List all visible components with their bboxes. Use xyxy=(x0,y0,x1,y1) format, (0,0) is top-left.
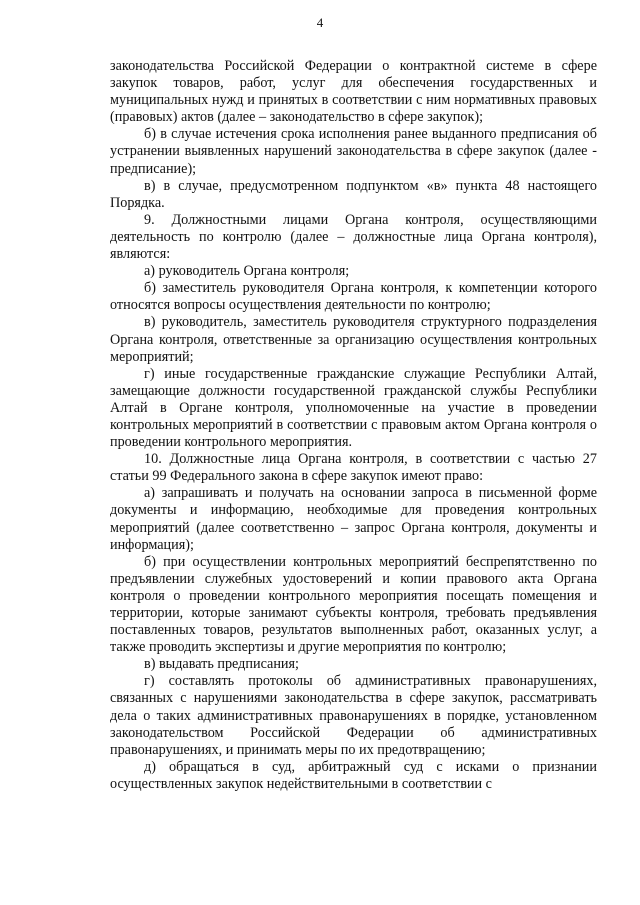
paragraph: д) обращаться в суд, арбитражный суд с исками о признании осуществленных закупок недействительными в соответствии с xyxy=(110,758,597,792)
document-body xyxy=(110,58,597,793)
paragraph: 10. Должностные лица Органа контроля, в соответствии с частью 27 статьи 99 Федерального закона в сфере закупок имеют право: xyxy=(110,451,597,485)
paragraph: а) запрашивать и получать на основании запроса в письменной форме документы и информацию, необходимые для проведения контрольных мероприятий (далее соответственно – запрос Органа контроля, документы и информация); xyxy=(110,485,597,553)
paragraph: г) составлять протоколы об административных правонарушениях, связанных с нарушениями законодательства в сфере закупок, рассматривать дела о таких административных правонарушениях в порядке, установленном законодательством Российской Федерации об административных правонарушениях, и принимать меры по их предотвращению; xyxy=(110,673,597,758)
page-number: 4 xyxy=(316,15,324,30)
paragraph: 9. Должностными лицами Органа контроля, осуществляющими деятельность по контролю (далее – должностные лица Органа контроля), являются: xyxy=(110,211,597,263)
paragraph: законодательства Российской Федерации о контрактной системе в сфере закупок товаров, работ, услуг для обеспечения государственных и муниципальных нужд и принятых в соответствии с ним нормативных правовых (правовых) актов (далее – законодательство в сфере закупок); xyxy=(110,58,597,126)
paragraph: г) иные государственные гражданские служащие Республики Алтай, замещающие должности государственной гражданской службы Республики Алтай в Органе контроля, уполномоченные на участие в проведении контрольных мероприятий в соответствии с правовым актом Органа контроля о проведении контрольного мероприятия. xyxy=(110,365,597,451)
paragraph: б) в случае истечения срока исполнения ранее выданного предписания об устранении выявленных нарушений законодательства в сфере закупок (далее - предписание); xyxy=(110,126,597,177)
paragraph: в) руководитель, заместитель руководителя структурного подразделения Органа контроля, ответственные за организацию осуществления контрольных мероприятий; xyxy=(110,314,597,365)
paragraph: а) руководитель Органа контроля; xyxy=(144,263,350,280)
paragraph: в) выдавать предписания; xyxy=(144,656,299,673)
paragraph: б) заместитель руководителя Органа контроля, к компетенции которого относятся вопросы осуществления деятельности по контролю; xyxy=(110,280,597,314)
paragraph: б) при осуществлении контрольных мероприятий беспрепятственно по предъявлении служебных удостоверений и копии правового акта Органа контроля о проведении контрольного мероприятия посещать помещения и территории, которые занимают субъекты контроля, требовать предъявления поставленных товаров, результатов выполненных работ, оказанных услуг, а также проводить экспертизы и другие мероприятия по контролю; xyxy=(110,553,597,656)
paragraph: в) в случае, предусмотренном подпунктом «в» пункта 48 настоящего Порядка. xyxy=(110,177,597,211)
